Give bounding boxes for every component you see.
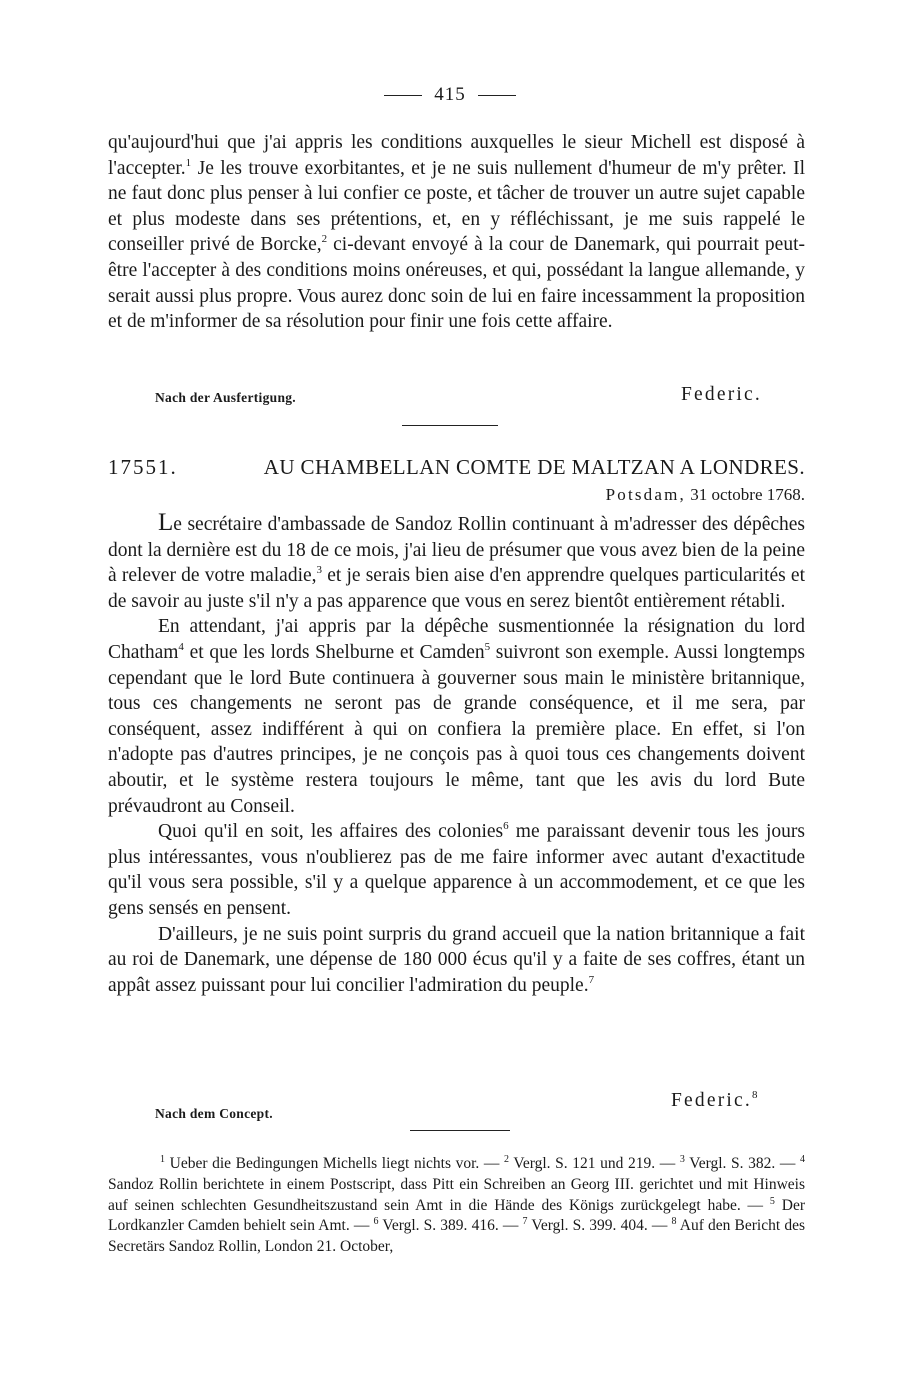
footnote-ref: 2: [321, 233, 328, 246]
signature: Federic.$^8$: [671, 1089, 760, 1111]
letter-paragraph: D'ailleurs, je ne suis point surpris du grand accueil que la nation britannique a fait au roi de Danemark, une dépense de 180 000 écus qu'il y a faite de ses coffres, étant un appât assez puissant pour lui concilier l'admiration du peuple.$^7$: [108, 923, 805, 996]
letter-heading: [108, 455, 805, 480]
running-header: [0, 84, 900, 106]
dateline: [606, 485, 805, 505]
source-note: Nach dem Concept.: [155, 1106, 273, 1121]
letter-paragraph: Quoi qu'il en soit, les affaires des colonies$^6$ me paraissant devenir tous les jours plus intéressantes, vous n'oublierez pas de me faire informer avec autant d'exactitude qu'il vous sera possible, s'il y a quelque apparence à un accommodement, et ce que les gens sensés en pensent.: [108, 820, 806, 919]
letter-number: 17551.: [108, 455, 178, 479]
dateline-place: Potsdam,: [605, 485, 687, 504]
letter-title: AU CHAMBELLAN COMTE DE MALTZAN A LONDRES.: [263, 455, 805, 479]
footnote-ref: 6: [503, 820, 509, 833]
page-number: 415: [434, 84, 466, 105]
footnote-ref: 3: [316, 564, 323, 577]
header-dash-right: [478, 95, 516, 96]
drop-initial: L: [158, 509, 174, 536]
footnote-ref: 5: [484, 640, 491, 653]
footnote-ref: 1: [185, 156, 192, 169]
letter-paragraph: Le secrétaire d'ambassade de Sandoz Rollin continuant à m'adresser des dépêches dont la dernière est du 18 de ce mois, j'ai lieu de présumer que vous avez bien de la peine à relever de votre maladie,$^3$ et je serais bien aise d'en apprendre quelques particularités et de savoir au juste s'il n'y a pas apparence que vous en serez bientôt entièrement rétabli.: [108, 509, 806, 612]
footnote-ref: 8: [751, 1089, 760, 1101]
letter-body: [108, 510, 805, 998]
letter-paragraph: En attendant, j'ai appris par la dépêche susmentionnée la résignation du lord Chatham$^4$ et que les lords Shelburne et Camden$^5$ suivront son exemple. Aussi longtemps cependant que le lord Bute continuera à gouverner sous main le ministère britannique, tous ces changements ne seront pas de grande conséquence, et il me sera, par conséquent, assez indifférent à qui on confiera la première place. En effet, si l'on n'adopte pas d'autres principes, je ne conçois pas à quoi tous ces changements doivent aboutir, et le système restera toujours le même, tant que les avis du lord Bute prévaudront au Conseil.: [108, 616, 806, 817]
carryover-paragraph: qu'aujourd'hui que j'ai appris les conditions auxquelles le sieur Michell est disposé à l'accepter.$^1$ Je les trouve exorbitantes, et je ne suis nullement d'humeur de m'y prêter. Il ne faut donc plus penser à lui confier ce poste, et tâcher de trouver un autre sujet capable et plus modeste dans ses prétentions, et, en y réfléchissant, je me suis rappelé le conseiller privé de Borcke,$^2$ ci-devant envoyé à la cour de Danemark, qui pourrait peut-être l'accepter à des conditions moins onéreuses, et qui, possédant la langue allemande, y serait aussi plus propre. Vous aurez donc soin de lui en faire incessamment la proposition et de m'informer de sa résolution pour finir une fois cette affaire.: [108, 132, 805, 333]
signature: Federic.: [681, 384, 762, 405]
dateline-date: 31 octobre 1768.: [686, 485, 805, 504]
source-note: Nach der Ausfertigung.: [155, 390, 296, 405]
section-rule: [402, 425, 498, 426]
footnotes: $^1$ Ueber die Bedingungen Michells liegt nichts vor. — $^2$ Vergl. S. 121 und 219. — $^3$ Vergl. S. 382. — $^4$ Sandoz Rollin berichtete in einem Postscript, dass Pitt ein Schreiben an Georg III. gerichtet und mit Hinweis auf seinen schlechten Gesundheitszustand sein Amt in die Hände des Königs zurückgelegt habe. — $^5$ Der Lordkanzler Camden behielt sein Amt. — $^6$ Vergl. S. 389. 416. — $^7$ Vergl. S. 399. 404. — $^8$ Auf den Bericht des Secretärs Sandoz Rollin, London 21. October,: [108, 1154, 805, 1256]
footnote-rule: [410, 1130, 510, 1131]
header-dash-left: [384, 95, 422, 96]
footnote-ref: 7: [588, 973, 595, 986]
footnote-ref: 4: [178, 640, 184, 653]
